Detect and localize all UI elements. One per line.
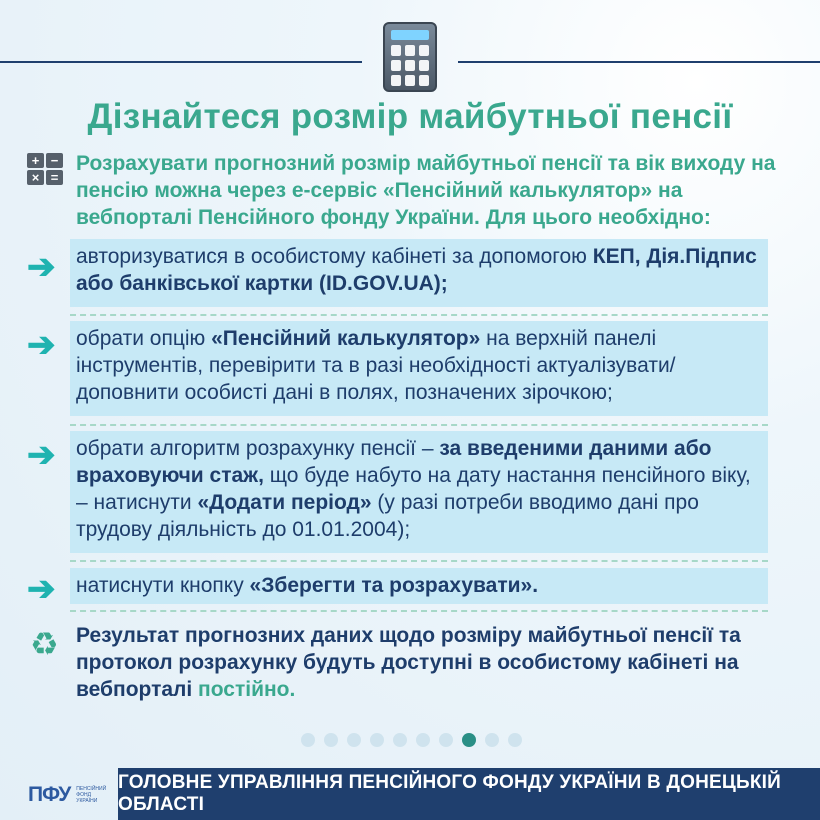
intro-text: Розрахувати прогнозний розмір майбутньої пенсії та вік виходу на пенсію можна через е-сервіс «Пенсійний калькулятор» на вебпорталі Пенсійного фонду України. Для цього необхідно: <box>76 152 776 229</box>
arrow-right-icon: ➔ <box>27 570 56 608</box>
header-line-right <box>458 61 820 63</box>
divider <box>70 610 768 612</box>
pagination-dot[interactable] <box>393 733 407 747</box>
math-operations-icon: + − × = <box>27 153 63 185</box>
calculator-icon <box>383 22 437 92</box>
recycle-icon: ♻ <box>30 626 59 662</box>
pagination-dot[interactable] <box>347 733 361 747</box>
pagination-dot[interactable] <box>508 733 522 747</box>
pagination-dot[interactable] <box>439 733 453 747</box>
header-line-left <box>0 61 362 63</box>
pagination-dot[interactable] <box>301 733 315 747</box>
pfu-logo: ПФУ ПЕНСІЙНИЙ ФОНД УКРАЇНИ <box>28 783 107 806</box>
arrow-right-icon: ➔ <box>27 326 56 364</box>
pagination-dot[interactable] <box>416 733 430 747</box>
step-4: натиснути кнопку «Зберегти та розрахувати». <box>70 568 768 604</box>
arrow-right-icon: ➔ <box>27 436 56 474</box>
step-3: обрати алгоритм розрахунку пенсії – за введеними даними або враховуючи стаж, що буде набуто на дату настання пенсійного віку, – натиснути «Додати період» (у разі потреби вводимо дані про трудову діяльність до 01.01.2004); <box>70 431 768 553</box>
divider <box>70 314 768 316</box>
divider <box>70 560 768 562</box>
arrow-right-icon: ➔ <box>27 248 56 286</box>
divider <box>70 424 768 426</box>
pagination-dots <box>301 733 522 747</box>
step-1: авторизуватися в особистому кабінеті за допомогою КЕП, Дія.Підпис або банківської картки (ID.GOV.UA); <box>70 239 768 307</box>
footer-banner: ГОЛОВНЕ УПРАВЛІННЯ ПЕНСІЙНОГО ФОНДУ УКРАЇНИ В ДОНЕЦЬКІЙ ОБЛАСТІ <box>118 768 820 820</box>
result-text: Результат прогнозних даних щодо розміру майбутньої пенсії та протокол розрахунку будуть доступні в особистому кабінеті на вебпорталі постійно. <box>76 624 741 701</box>
pagination-dot-active[interactable] <box>462 733 476 747</box>
pagination-dot[interactable] <box>370 733 384 747</box>
step-2: обрати опцію «Пенсійний калькулятор» на верхній панелі інструментів, перевірити та в разі необхідності актуалізувати/доповнити особисті дані в полях, позначених зірочкою; <box>70 321 768 416</box>
page-title: Дізнайтеся розмір майбутньої пенсії <box>87 97 733 136</box>
pagination-dot[interactable] <box>324 733 338 747</box>
pagination-dot[interactable] <box>485 733 499 747</box>
